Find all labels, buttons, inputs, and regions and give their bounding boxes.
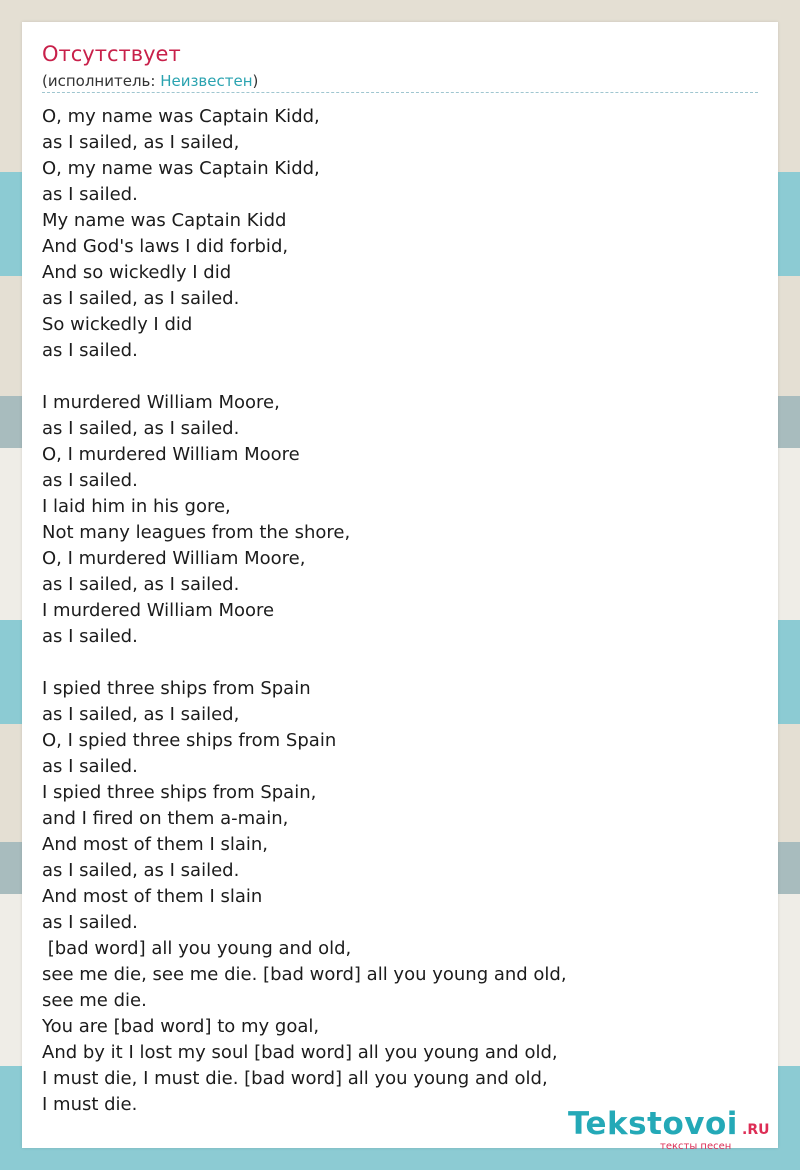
lyric-line: And most of them I slain, <box>42 834 269 855</box>
lyric-line: as I sailed, as I sailed, <box>42 132 240 153</box>
lyric-line: as I sailed, as I sailed. <box>42 288 240 309</box>
artist-link[interactable]: Неизвестен <box>160 72 253 90</box>
site-logo-link[interactable] <box>568 1106 778 1152</box>
lyrics-card <box>22 22 778 1152</box>
lyric-line: [bad word] all you young and old, <box>42 938 352 959</box>
lyric-line: So wickedly I did <box>42 314 193 335</box>
lyric-line: O, I murdered William Moore, <box>42 548 306 569</box>
lyric-line: O, I murdered William Moore <box>42 444 300 465</box>
logo-tagline: тексты песен <box>660 1141 732 1152</box>
lyric-line: see me die. <box>42 990 147 1011</box>
lyric-line: And most of them I slain <box>42 886 263 907</box>
lyrics-body <box>42 104 758 1118</box>
lyric-line: I must die. <box>42 1094 138 1115</box>
lyric-line: O, I spied three ships from Spain <box>42 730 337 751</box>
lyric-line: and I fired on them a-main, <box>42 808 289 829</box>
logo-domain: .RU <box>742 1122 770 1138</box>
lyric-line: as I sailed, as I sailed. <box>42 860 240 881</box>
lyric-line: as I sailed. <box>42 340 138 361</box>
lyric-line: as I sailed. <box>42 470 138 491</box>
artist-line <box>42 72 258 90</box>
lyric-line: And by it I lost my soul [bad word] all you young and old, <box>42 1042 558 1063</box>
lyric-line: as I sailed. <box>42 184 138 205</box>
lyric-line: as I sailed, as I sailed. <box>42 418 240 439</box>
logo-text: Tekstovoi <box>568 1106 738 1142</box>
lyric-line <box>42 650 758 676</box>
lyric-line: as I sailed, as I sailed, <box>42 704 240 725</box>
title-divider <box>42 92 758 93</box>
artist-label: (исполнитель: <box>42 72 161 90</box>
lyric-line: And so wickedly I did <box>42 262 232 283</box>
lyric-line: I must die, I must die. [bad word] all you young and old, <box>42 1068 548 1089</box>
song-title: Отсутствует <box>42 42 181 66</box>
lyric-line: as I sailed. <box>42 912 138 933</box>
lyric-line: My name was Captain Kidd <box>42 210 287 231</box>
lyric-line: O, my name was Captain Kidd, <box>42 158 320 179</box>
lyric-line: as I sailed, as I sailed. <box>42 574 240 595</box>
lyric-line: see me die, see me die. [bad word] all you young and old, <box>42 964 567 985</box>
lyric-line: as I sailed. <box>42 756 138 777</box>
lyric-line: I murdered William Moore, <box>42 392 280 413</box>
lyric-line: I spied three ships from Spain <box>42 678 311 699</box>
lyric-line <box>42 364 758 390</box>
lyric-line: I murdered William Moore <box>42 600 275 621</box>
artist-label-close: ) <box>252 72 259 90</box>
lyric-line: You are [bad word] to my goal, <box>42 1016 320 1037</box>
lyric-line: I spied three ships from Spain, <box>42 782 317 803</box>
lyric-line: I laid him in his gore, <box>42 496 231 517</box>
lyric-line: O, my name was Captain Kidd, <box>42 106 320 127</box>
lyric-line: as I sailed. <box>42 626 138 647</box>
lyric-line: And God's laws I did forbid, <box>42 236 289 257</box>
lyric-line: Not many leagues from the shore, <box>42 522 351 543</box>
